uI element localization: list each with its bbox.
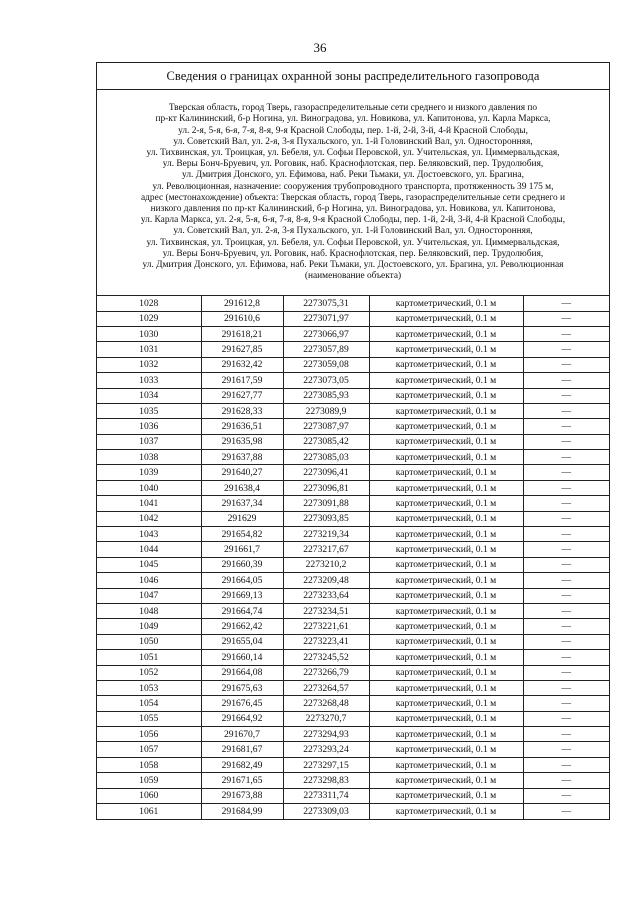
x-coordinate-cell: 291627,85: [201, 342, 283, 357]
point-number-cell: 1041: [97, 496, 201, 511]
x-coordinate-cell: 291655,04: [201, 634, 283, 649]
method-cell: картометрический, 0.1 м: [369, 542, 523, 557]
table-row: [97, 403, 609, 418]
x-coordinate-cell: 291673,88: [201, 788, 283, 803]
y-coordinate-cell: 2273209,48: [283, 573, 369, 588]
table-row: [97, 696, 609, 711]
point-number-cell: 1039: [97, 465, 201, 480]
method-cell: картометрический, 0.1 м: [369, 465, 523, 480]
y-coordinate-cell: 2273264,57: [283, 680, 369, 695]
x-coordinate-cell: 291676,45: [201, 696, 283, 711]
method-cell: картометрический, 0.1 м: [369, 665, 523, 680]
method-cell: картометрический, 0.1 м: [369, 357, 523, 372]
table-row: [97, 588, 609, 603]
x-coordinate-cell: 291682,49: [201, 757, 283, 772]
x-coordinate-cell: 291681,67: [201, 742, 283, 757]
point-number-cell: 1054: [97, 696, 201, 711]
table-row: [97, 357, 609, 372]
description-cell: —: [523, 773, 609, 788]
x-coordinate-cell: 291629: [201, 511, 283, 526]
table-row: [97, 788, 609, 803]
table-row: [97, 665, 609, 680]
point-number-cell: 1048: [97, 603, 201, 618]
x-coordinate-cell: 291664,05: [201, 573, 283, 588]
table-row: [97, 434, 609, 449]
description-cell: —: [523, 388, 609, 403]
method-cell: картометрический, 0.1 м: [369, 342, 523, 357]
table-row: [97, 711, 609, 726]
method-cell: картометрический, 0.1 м: [369, 634, 523, 649]
x-coordinate-cell: 291627,77: [201, 388, 283, 403]
y-coordinate-cell: 2273268,48: [283, 696, 369, 711]
object-description: [97, 90, 609, 296]
point-number-cell: 1059: [97, 773, 201, 788]
description-cell: —: [523, 527, 609, 542]
y-coordinate-cell: 2273057,89: [283, 342, 369, 357]
y-coordinate-cell: 2273309,03: [283, 804, 369, 819]
method-cell: картометрический, 0.1 м: [369, 727, 523, 742]
method-cell: картометрический, 0.1 м: [369, 403, 523, 418]
point-number-cell: 1037: [97, 434, 201, 449]
method-cell: картометрический, 0.1 м: [369, 326, 523, 341]
boundary-info-frame: [96, 62, 610, 820]
method-cell: картометрический, 0.1 м: [369, 757, 523, 772]
table-row: [97, 680, 609, 695]
description-cell: —: [523, 665, 609, 680]
y-coordinate-cell: 2273066,97: [283, 326, 369, 341]
x-coordinate-cell: 291662,42: [201, 619, 283, 634]
y-coordinate-cell: 2273245,52: [283, 650, 369, 665]
table-row: [97, 634, 609, 649]
method-cell: картометрический, 0.1 м: [369, 696, 523, 711]
description-cell: —: [523, 757, 609, 772]
table-row: [97, 804, 609, 819]
x-coordinate-cell: 291684,99: [201, 804, 283, 819]
x-coordinate-cell: 291612,8: [201, 296, 283, 311]
point-number-cell: 1032: [97, 357, 201, 372]
description-cell: —: [523, 326, 609, 341]
method-cell: картометрический, 0.1 м: [369, 557, 523, 572]
point-number-cell: 1061: [97, 804, 201, 819]
x-coordinate-cell: 291675,63: [201, 680, 283, 695]
page-number: 36: [313, 40, 327, 55]
method-cell: картометрический, 0.1 м: [369, 588, 523, 603]
description-cell: —: [523, 619, 609, 634]
y-coordinate-cell: 2273297,15: [283, 757, 369, 772]
table-row: [97, 496, 609, 511]
method-cell: картометрический, 0.1 м: [369, 650, 523, 665]
point-number-cell: 1051: [97, 650, 201, 665]
method-cell: картометрический, 0.1 м: [369, 419, 523, 434]
y-coordinate-cell: 2273223,41: [283, 634, 369, 649]
point-number-cell: 1038: [97, 450, 201, 465]
y-coordinate-cell: 2273096,41: [283, 465, 369, 480]
description-cell: —: [523, 373, 609, 388]
description-cell: —: [523, 311, 609, 326]
description-cell: —: [523, 727, 609, 742]
coordinates-table: [97, 296, 609, 819]
method-cell: картометрический, 0.1 м: [369, 496, 523, 511]
method-cell: картометрический, 0.1 м: [369, 388, 523, 403]
x-coordinate-cell: 291632,42: [201, 357, 283, 372]
method-cell: картометрический, 0.1 м: [369, 680, 523, 695]
description-cell: —: [523, 450, 609, 465]
point-number-cell: 1052: [97, 665, 201, 680]
table-row: [97, 373, 609, 388]
method-cell: картометрический, 0.1 м: [369, 619, 523, 634]
x-coordinate-cell: 291664,92: [201, 711, 283, 726]
table-row: [97, 388, 609, 403]
x-coordinate-cell: 291640,27: [201, 465, 283, 480]
description-cell: —: [523, 419, 609, 434]
y-coordinate-cell: 2273233,64: [283, 588, 369, 603]
x-coordinate-cell: 291610,6: [201, 311, 283, 326]
x-coordinate-cell: 291671,65: [201, 773, 283, 788]
description-cell: —: [523, 711, 609, 726]
x-coordinate-cell: 291654,82: [201, 527, 283, 542]
y-coordinate-cell: 2273221,61: [283, 619, 369, 634]
table-row: [97, 742, 609, 757]
y-coordinate-cell: 2273298,83: [283, 773, 369, 788]
table-row: [97, 450, 609, 465]
method-cell: картометрический, 0.1 м: [369, 373, 523, 388]
x-coordinate-cell: 291637,34: [201, 496, 283, 511]
method-cell: картометрический, 0.1 м: [369, 573, 523, 588]
y-coordinate-cell: 2273096,81: [283, 480, 369, 495]
y-coordinate-cell: 2273059,08: [283, 357, 369, 372]
x-coordinate-cell: 291635,98: [201, 434, 283, 449]
x-coordinate-cell: 291664,74: [201, 603, 283, 618]
y-coordinate-cell: 2273217,67: [283, 542, 369, 557]
method-cell: картометрический, 0.1 м: [369, 480, 523, 495]
y-coordinate-cell: 2273087,97: [283, 419, 369, 434]
description-cell: —: [523, 403, 609, 418]
y-coordinate-cell: 2273266,79: [283, 665, 369, 680]
table-row: [97, 311, 609, 326]
table-row: [97, 326, 609, 341]
point-number-cell: 1035: [97, 403, 201, 418]
point-number-cell: 1050: [97, 634, 201, 649]
description-cell: —: [523, 357, 609, 372]
description-cell: —: [523, 634, 609, 649]
description-cell: —: [523, 342, 609, 357]
description-cell: —: [523, 650, 609, 665]
point-number-cell: 1055: [97, 711, 201, 726]
description-cell: —: [523, 588, 609, 603]
object-description-text: Тверская область, город Тверь, газораспределительные сети среднего и низкого давления по пр-кт Калининский, б-р Ногина, ул. Виноградова, ул. Новикова, ул. Капитонова, ул. Карла Маркса, ул. 2-я, 5-я, 6-я, 7-я, 8-я, 9-я Красной Слободы, пер. 1-й, 2-й, 3-й, 4-й Красной Слободы, ул. Советский Вал, ул. 2-я, 3-я Пухальского, ул. 1-й Головинский Вал, ул. Односторонняя, ул. Тихвинская, ул. Троицкая, ул. Бебеля, ул. Софьи Перовской, ул. Учительская, ул. Циммервальдская, ул. Веры Бонч-Бруевич, ул. Роговик, наб. Краснофлотская, пер. Беляковский, пер. Трудолюбия, ул. Дмитрия Донского, ул. Ефимова, наб. Реки Тьмаки, ул. Достоевского, ул. Брагина, ул. Революционная, назначение: сооружения трубопроводного транспорта, протяженность 39 175 м, адрес (местонахождение) объекта: Тверская область, город Тверь, газораспределительные сети среднего и низкого давления по пр-кт Калининский, б-р Ногина, ул. Виноградова, ул. Новикова, ул. Капитонова, ул. Карла Маркса, ул. 2-я, 5-я, 6-я, 7-я, 8-я, 9-я Красной Слободы, пер. 1-й, 2-й, 3-й, 4-й Красной Слободы, ул. Советский Вал, ул. 2-я, 3-я Пухальского, ул. 1-й Головинский Вал, ул. Односторонняя, ул. Тихвинская, ул. Троицкая, ул. Бебеля, ул. Софьи Перовской, ул. Учительская, ул. Циммервальдская, ул. Веры Бонч-Бруевич, ул. Роговик, наб. Краснофлотская, пер. Беляковский, пер. Трудолюбия, ул. Дмитрия Донского, ул. Ефимова, наб. Реки Тьмаки, ул. Достоевского, ул. Брагина, ул. Революционная: [140, 103, 566, 271]
x-coordinate-cell: 291660,14: [201, 650, 283, 665]
y-coordinate-cell: 2273085,03: [283, 450, 369, 465]
point-number-cell: 1060: [97, 788, 201, 803]
table-row: [97, 757, 609, 772]
y-coordinate-cell: 2273075,31: [283, 296, 369, 311]
point-number-cell: 1057: [97, 742, 201, 757]
description-cell: —: [523, 496, 609, 511]
point-number-cell: 1058: [97, 757, 201, 772]
y-coordinate-cell: 2273093,85: [283, 511, 369, 526]
description-cell: —: [523, 788, 609, 803]
point-number-cell: 1034: [97, 388, 201, 403]
point-number-cell: 1033: [97, 373, 201, 388]
table-row: [97, 419, 609, 434]
object-description-caption: (наименование объекта): [304, 271, 402, 282]
point-number-cell: 1031: [97, 342, 201, 357]
x-coordinate-cell: 291637,88: [201, 450, 283, 465]
description-cell: —: [523, 296, 609, 311]
y-coordinate-cell: 2273234,51: [283, 603, 369, 618]
description-cell: —: [523, 603, 609, 618]
description-cell: —: [523, 542, 609, 557]
y-coordinate-cell: 2273219,34: [283, 527, 369, 542]
description-cell: —: [523, 434, 609, 449]
method-cell: картометрический, 0.1 м: [369, 804, 523, 819]
x-coordinate-cell: 291664,08: [201, 665, 283, 680]
point-number-cell: 1028: [97, 296, 201, 311]
method-cell: картометрический, 0.1 м: [369, 311, 523, 326]
x-coordinate-cell: 291669,13: [201, 588, 283, 603]
method-cell: картометрический, 0.1 м: [369, 773, 523, 788]
description-cell: —: [523, 480, 609, 495]
x-coordinate-cell: 291638,4: [201, 480, 283, 495]
table-row: [97, 296, 609, 311]
table-row: [97, 619, 609, 634]
table-row: [97, 650, 609, 665]
method-cell: картометрический, 0.1 м: [369, 511, 523, 526]
method-cell: картометрический, 0.1 м: [369, 603, 523, 618]
x-coordinate-cell: 291617,59: [201, 373, 283, 388]
point-number-cell: 1042: [97, 511, 201, 526]
point-number-cell: 1053: [97, 680, 201, 695]
table-row: [97, 542, 609, 557]
point-number-cell: 1047: [97, 588, 201, 603]
description-cell: —: [523, 465, 609, 480]
y-coordinate-cell: 2273085,93: [283, 388, 369, 403]
point-number-cell: 1040: [97, 480, 201, 495]
x-coordinate-cell: 291670,7: [201, 727, 283, 742]
table-row: [97, 465, 609, 480]
document-title: Сведения о границах охранной зоны распределительного газопровода: [97, 63, 609, 90]
method-cell: картометрический, 0.1 м: [369, 434, 523, 449]
description-cell: —: [523, 742, 609, 757]
y-coordinate-cell: 2273293,24: [283, 742, 369, 757]
method-cell: картометрический, 0.1 м: [369, 788, 523, 803]
point-number-cell: 1043: [97, 527, 201, 542]
table-row: [97, 480, 609, 495]
method-cell: картометрический, 0.1 м: [369, 711, 523, 726]
table-row: [97, 511, 609, 526]
y-coordinate-cell: 2273091,88: [283, 496, 369, 511]
point-number-cell: 1056: [97, 727, 201, 742]
table-row: [97, 573, 609, 588]
description-cell: —: [523, 511, 609, 526]
point-number-cell: 1036: [97, 419, 201, 434]
x-coordinate-cell: 291628,33: [201, 403, 283, 418]
point-number-cell: 1030: [97, 326, 201, 341]
table-row: [97, 773, 609, 788]
y-coordinate-cell: 2273210,2: [283, 557, 369, 572]
y-coordinate-cell: 2273294,93: [283, 727, 369, 742]
y-coordinate-cell: 2273085,42: [283, 434, 369, 449]
x-coordinate-cell: 291660,39: [201, 557, 283, 572]
y-coordinate-cell: 2273311,74: [283, 788, 369, 803]
y-coordinate-cell: 2273073,05: [283, 373, 369, 388]
method-cell: картометрический, 0.1 м: [369, 742, 523, 757]
description-cell: —: [523, 696, 609, 711]
y-coordinate-cell: 2273270,7: [283, 711, 369, 726]
point-number-cell: 1044: [97, 542, 201, 557]
point-number-cell: 1046: [97, 573, 201, 588]
x-coordinate-cell: 291618,21: [201, 326, 283, 341]
method-cell: картометрический, 0.1 м: [369, 527, 523, 542]
description-cell: —: [523, 557, 609, 572]
x-coordinate-cell: 291661,7: [201, 542, 283, 557]
point-number-cell: 1045: [97, 557, 201, 572]
description-cell: —: [523, 804, 609, 819]
table-row: [97, 557, 609, 572]
y-coordinate-cell: 2273071,97: [283, 311, 369, 326]
description-cell: —: [523, 573, 609, 588]
x-coordinate-cell: 291636,51: [201, 419, 283, 434]
method-cell: картометрический, 0.1 м: [369, 450, 523, 465]
table-row: [97, 727, 609, 742]
point-number-cell: 1029: [97, 311, 201, 326]
y-coordinate-cell: 2273089,9: [283, 403, 369, 418]
description-cell: —: [523, 680, 609, 695]
point-number-cell: 1049: [97, 619, 201, 634]
table-row: [97, 527, 609, 542]
table-row: [97, 603, 609, 618]
method-cell: картометрический, 0.1 м: [369, 296, 523, 311]
table-row: [97, 342, 609, 357]
